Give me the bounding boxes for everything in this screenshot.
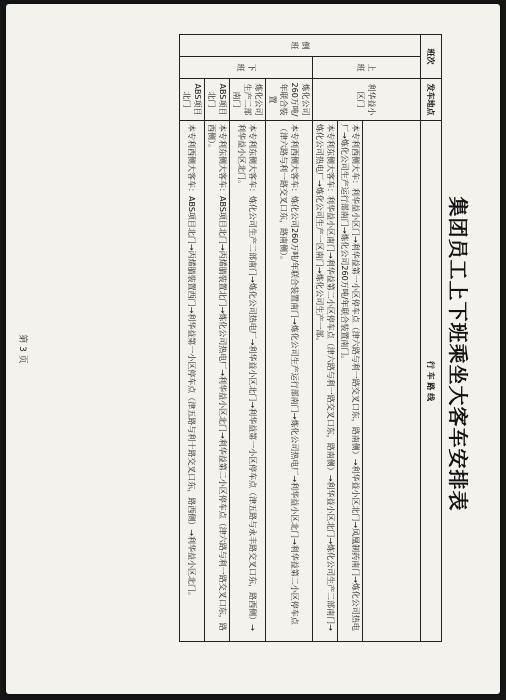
route-cell: 本专利西侧大客车：炼化公司260万吨/年联合装置南门→炼化公司生产运行部南门→炼化公司热电厂→利华益小区北门→利华益第二小区停车点（津六路与利一路交叉口东，路南侧）。 bbox=[266, 121, 313, 642]
table-row bbox=[313, 35, 338, 642]
departure-location: 利华益小区门 bbox=[313, 79, 421, 121]
departure-location: ABS项目北门 bbox=[180, 79, 205, 121]
route-cell bbox=[363, 121, 421, 642]
table-row bbox=[180, 35, 205, 642]
table-row bbox=[205, 35, 230, 642]
route-cell: 本专利东侧大客车：炼化公司生产二部南门→炼化公司热电厂→利华益小区北门→利华益第一小区停车点（津五路与永丰路交叉口东，路西侧）→利华益小区北门。 bbox=[230, 121, 266, 642]
departure-location: ABS项目北门 bbox=[205, 79, 230, 121]
table-row bbox=[266, 35, 313, 642]
shift-label: 倒班 bbox=[180, 35, 421, 57]
header-route: 行 车 路 线 bbox=[421, 121, 442, 642]
sub-shift-up: 上班 bbox=[313, 57, 421, 79]
departure-location: 炼化公司260万吨/年联合装置 bbox=[266, 79, 313, 121]
departure-location: 炼化公司生产二部南门 bbox=[230, 79, 266, 121]
schedule-table bbox=[179, 34, 442, 642]
sub-shift-down: 下班 bbox=[180, 57, 313, 79]
document-title: 集团员工上下班乘坐大客车安排表 bbox=[446, 196, 470, 512]
header-departure: 发车地点 bbox=[421, 79, 442, 121]
table-row bbox=[338, 35, 363, 642]
rotated-content bbox=[6, 4, 500, 694]
header-row bbox=[421, 35, 442, 642]
route-cell: 本专利东侧大客车：利华益小区南门→利华益第二小区停车点（津六路与利一路交叉口东，路南侧）→利华益小区北门→炼化公司生产二部南门→炼化公司热电厂→炼化公司生产一区南门→炼化公司生产一部。 bbox=[313, 121, 338, 642]
page-number: 第 3 页 bbox=[17, 334, 27, 364]
table-row bbox=[230, 35, 266, 642]
route-cell: 本专利西侧大车：利华益小区门→利华益第一小区停车点（津六路与利一路交叉口东，路南侧）→利华益小区北门→凤凰制药南门→炼化公司热电厂→炼化公司生产运行部南门→炼化公司260万吨/年联合装置南门。 bbox=[338, 121, 363, 642]
document-page bbox=[6, 4, 500, 694]
route-cell: 本专利西侧大客车：ABS项目北门→丙烯腈装置西门→利华益第一小区停车点（津五路与利十路交叉口东，路西侧）→利华益小区北门。 bbox=[180, 121, 205, 642]
table-row bbox=[363, 35, 421, 642]
header-shift: 班次 bbox=[421, 35, 442, 79]
route-cell: 本专利东侧大客车：ABS项目北门→丙烯腈装置北门→炼化公司热电厂→利华益小区北门→利华益第二小区停车点（津六路与利一路交叉口东，路西侧）。 bbox=[205, 121, 230, 642]
